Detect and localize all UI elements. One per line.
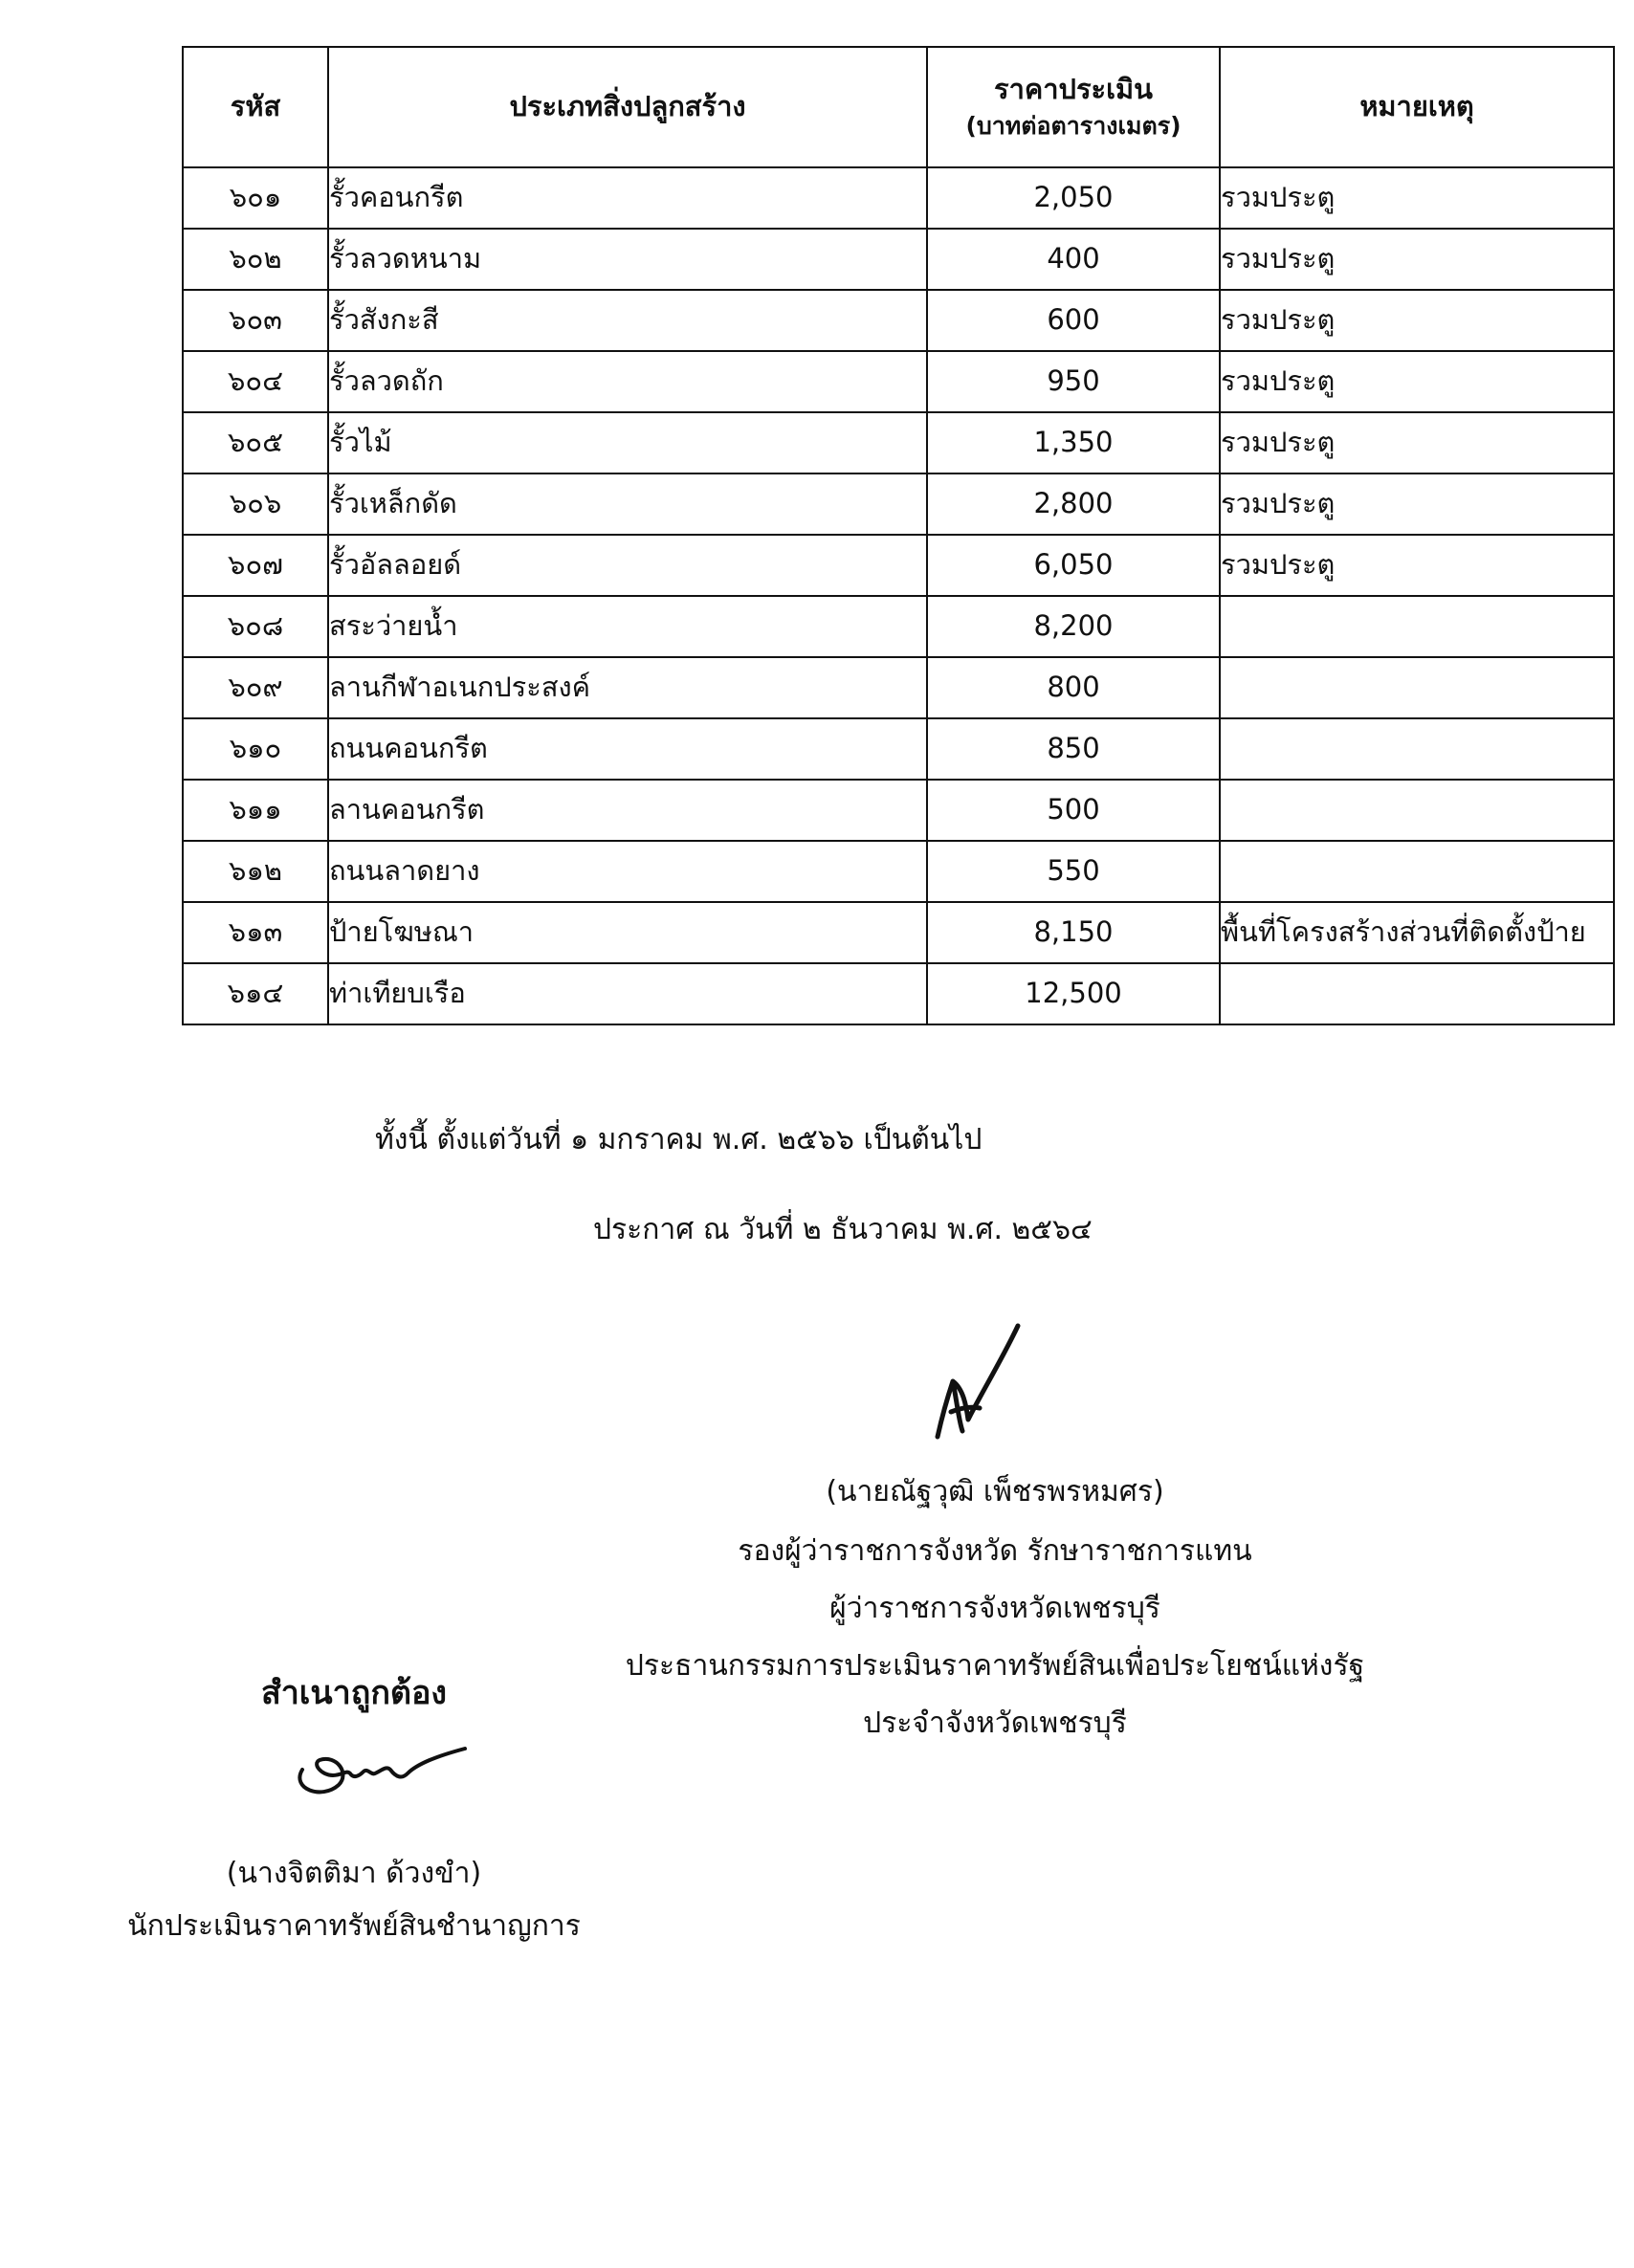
cell-code: ๖๑๒	[183, 841, 328, 902]
cell-type: ลานคอนกรีต	[328, 780, 927, 841]
cell-code: ๖๐๓	[183, 290, 328, 351]
announced-date-line: ประกาศ ณ วันที่ ๒ ธันวาคม พ.ศ. ๒๕๖๔	[593, 1213, 1093, 1246]
cell-code: ๖๐๑	[183, 167, 328, 229]
cell-type: รั้วลวดหนาม	[328, 229, 927, 290]
cell-code: ๖๐๕	[183, 412, 328, 473]
cell-type: รั้วลวดถัก	[328, 351, 927, 412]
cell-price: 400	[927, 229, 1220, 290]
table-row	[183, 657, 1614, 718]
header-code: รหัส	[183, 47, 328, 167]
header-note: หมายเหตุ	[1220, 47, 1614, 167]
governor-signature	[918, 1320, 1033, 1444]
signer-position-3: ประธานกรรมการประเมินราคาทรัพย์สินเพื่อประโยชน์แห่งรัฐ	[625, 1649, 1365, 1683]
signer-position-2: ผู้ว่าราชการจังหวัดเพชรบุรี	[829, 1592, 1160, 1625]
cell-price: 8,200	[927, 596, 1220, 657]
table-row	[183, 596, 1614, 657]
table-row	[183, 963, 1614, 1024]
cell-note: พื้นที่โครงสร้างส่วนที่ติดตั้งป้าย	[1220, 902, 1614, 963]
cell-price: 6,050	[927, 535, 1220, 596]
certifier-position: นักประเมินราคาทรัพย์สินชำนาญการ	[127, 1909, 581, 1943]
cell-type: รั้วคอนกรีต	[328, 167, 927, 229]
cell-price: 12,500	[927, 963, 1220, 1024]
cell-note: รวมประตู	[1220, 535, 1614, 596]
table-row	[183, 718, 1614, 780]
certifier-name: (นางจิตติมา ด้วงขำ)	[226, 1857, 482, 1890]
table-row	[183, 229, 1614, 290]
cell-note	[1220, 596, 1614, 657]
cell-type: สระว่ายน้ำ	[328, 596, 927, 657]
signer-name: (นายณัฐวุฒิ เพ็ชรพรหมศร)	[826, 1475, 1164, 1508]
cell-note	[1220, 718, 1614, 780]
table-row	[183, 351, 1614, 412]
cell-type: ท่าเทียบเรือ	[328, 963, 927, 1024]
cell-type: รั้วอัลลอยด์	[328, 535, 927, 596]
header-price	[927, 47, 1220, 167]
cell-type: รั้วเหล็กดัด	[328, 473, 927, 535]
cell-code: ๖๐๒	[183, 229, 328, 290]
cell-price: 2,800	[927, 473, 1220, 535]
cell-note: รวมประตู	[1220, 290, 1614, 351]
cell-note: รวมประตู	[1220, 412, 1614, 473]
table-row	[183, 841, 1614, 902]
signer-position-1: รองผู้ว่าราชการจังหวัด รักษาราชการแทน	[738, 1534, 1252, 1568]
table-header-row	[183, 47, 1614, 167]
table-row	[183, 535, 1614, 596]
cell-price: 500	[927, 780, 1220, 841]
cell-price: 2,050	[927, 167, 1220, 229]
table-row	[183, 290, 1614, 351]
certified-copy-label: สำเนาถูกต้อง	[260, 1674, 448, 1712]
cell-note: รวมประตู	[1220, 229, 1614, 290]
cell-price: 600	[927, 290, 1220, 351]
cell-code: ๖๑๔	[183, 963, 328, 1024]
cell-note	[1220, 780, 1614, 841]
cell-code: ๖๑๑	[183, 780, 328, 841]
header-price-unit: (บาทต่อตารางเมตร)	[965, 112, 1181, 141]
cell-code: ๖๐๔	[183, 351, 328, 412]
header-price-label: ราคาประเมิน	[994, 73, 1153, 106]
cell-price: 550	[927, 841, 1220, 902]
cell-note: รวมประตู	[1220, 167, 1614, 229]
cell-note	[1220, 657, 1614, 718]
cell-note: รวมประตู	[1220, 351, 1614, 412]
cell-note	[1220, 963, 1614, 1024]
cell-note: รวมประตู	[1220, 473, 1614, 535]
cell-code: ๖๑๓	[183, 902, 328, 963]
cell-price: 8,150	[927, 902, 1220, 963]
valuation-table	[182, 46, 1615, 1025]
cell-type: ถนนคอนกรีต	[328, 718, 927, 780]
certifier-signature	[283, 1741, 475, 1808]
cell-code: ๖๐๖	[183, 473, 328, 535]
cell-price: 850	[927, 718, 1220, 780]
header-type: ประเภทสิ่งปลูกสร้าง	[328, 47, 927, 167]
cell-code: ๖๑๐	[183, 718, 328, 780]
table-row	[183, 780, 1614, 841]
cell-code: ๖๐๙	[183, 657, 328, 718]
cell-type: ป้ายโฆษณา	[328, 902, 927, 963]
cell-price: 800	[927, 657, 1220, 718]
cell-code: ๖๐๗	[183, 535, 328, 596]
cell-type: ลานกีฬาอเนกประสงค์	[328, 657, 927, 718]
cell-price: 1,350	[927, 412, 1220, 473]
cell-note	[1220, 841, 1614, 902]
cell-type: รั้วสังกะสี	[328, 290, 927, 351]
signer-position-4: ประจำจังหวัดเพชรบุรี	[863, 1707, 1127, 1740]
cell-price: 950	[927, 351, 1220, 412]
table-body	[183, 167, 1614, 1024]
table-row	[183, 902, 1614, 963]
table-row	[183, 412, 1614, 473]
cell-code: ๖๐๘	[183, 596, 328, 657]
effective-date-line: ทั้งนี้ ตั้งแต่วันที่ ๑ มกราคม พ.ศ. ๒๕๖๖ เป็นต้นไป	[375, 1123, 983, 1156]
table-row	[183, 167, 1614, 229]
cell-type: รั้วไม้	[328, 412, 927, 473]
table-row	[183, 473, 1614, 535]
cell-type: ถนนลาดยาง	[328, 841, 927, 902]
